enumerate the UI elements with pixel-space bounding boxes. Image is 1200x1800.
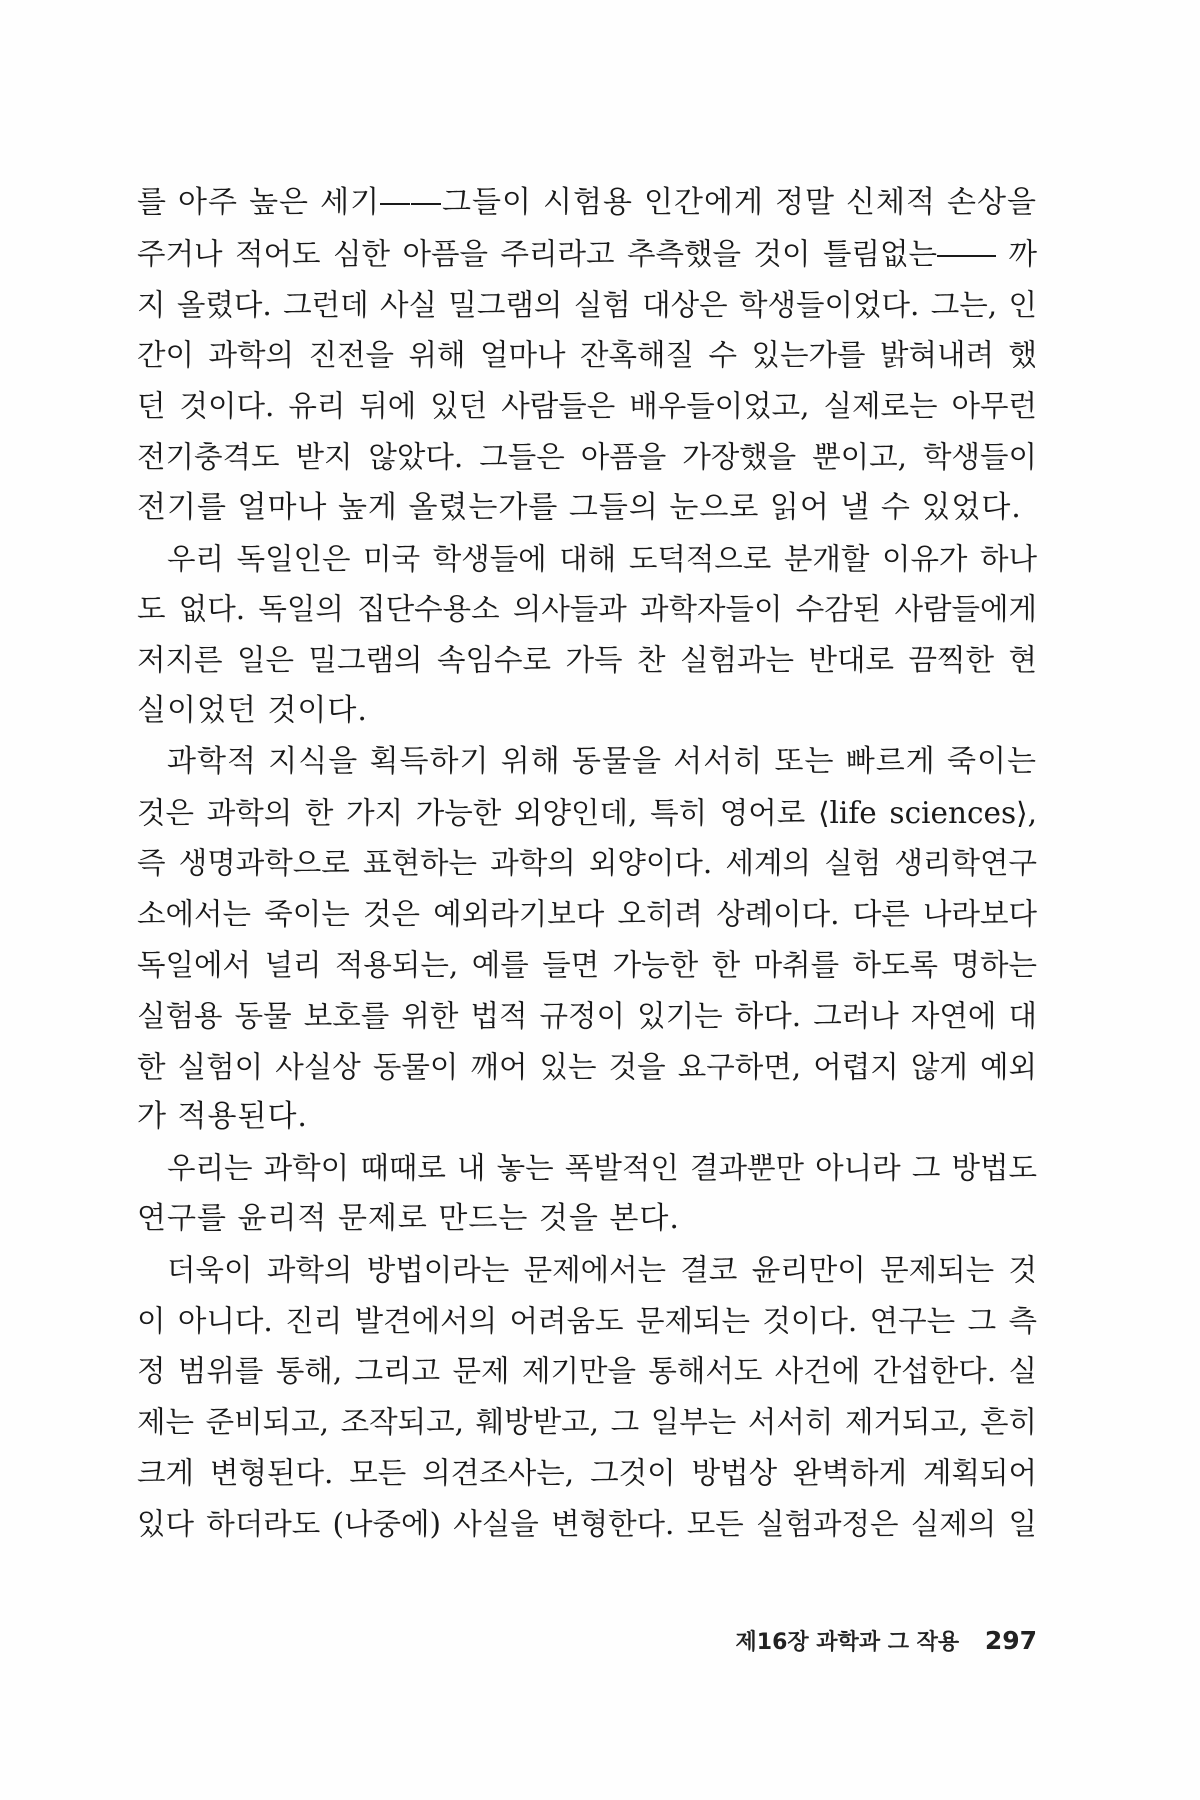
page-footer — [736, 1625, 1037, 1656]
running-footer-chapter: 제16장 과학과 그 작용 — [735, 1630, 960, 1655]
text-line: 전기를 얼마나 높게 올렸는가를 그들의 눈으로 읽어 낼 수 있었다. — [137, 489, 1022, 525]
text-line: 를 아주 높은 세기――그들이 시험용 인간에게 정말 신체적 손상을 — [137, 185, 1037, 220]
text-line: 지 올렸다. 그런데 사실 밀그램의 실험 대상은 학생들이었다. 그는, 인 — [137, 287, 1037, 322]
text-line: 가 적용된다. — [137, 1099, 308, 1135]
text-line: 이 아니다. 진리 발견에서의 어려움도 문제되는 것이다. 연구는 그 측 — [137, 1303, 1037, 1338]
page-number: 297 — [984, 1626, 1037, 1655]
body-text — [137, 178, 1037, 1550]
text-line: 더욱이 과학의 방법이라는 문제에서는 결코 윤리만이 문제되는 것 — [167, 1252, 1037, 1287]
text-line: 우리는 과학이 때때로 내 놓는 폭발적인 결과뿐만 아니라 그 방법도 — [167, 1151, 1037, 1186]
text-line: 도 없다. 독일의 집단수용소 의사들과 과학자들이 수감된 사람들에게 — [137, 592, 1037, 627]
text-line: 저지른 일은 밀그램의 속임수로 가득 찬 실험과는 반대로 끔찍한 현 — [137, 643, 1037, 678]
text-line: 크게 변형된다. 모든 의견조사는, 그것이 방법상 완벽하게 계획되어 — [137, 1455, 1037, 1490]
text-line: 실이었던 것이다. — [137, 692, 368, 728]
text-line: 정 범위를 통해, 그리고 문제 제기만을 통해서도 사건에 간섭한다. 실 — [137, 1354, 1037, 1389]
text-line: 소에서는 죽이는 것은 예외라기보다 오히려 상례이다. 다른 나라보다 — [137, 897, 1037, 932]
text-line: 독일에서 널리 적용되는, 예를 들면 가능한 한 마취를 하도록 명하는 — [137, 947, 1037, 982]
text-line: 주거나 적어도 심한 아픔을 주리라고 추측했을 것이 틀림없는―― 까 — [137, 236, 1037, 271]
text-line: 과학적 지식을 획득하기 위해 동물을 서서히 또는 빠르게 죽이는 — [167, 743, 1037, 779]
text-line: 전기충격도 받지 않았다. 그들은 아픔을 가장했을 뿐이고, 학생들이 — [137, 439, 1037, 474]
text-line: 우리 독일인은 미국 학생들에 대해 도덕적으로 분개할 이유가 하나 — [167, 541, 1037, 576]
text-line: 한 실험이 사실상 동물이 깨어 있는 것을 요구하면, 어렵지 않게 예외 — [137, 1049, 1037, 1084]
text-line: 연구를 윤리적 문제로 만드는 것을 본다. — [137, 1200, 680, 1236]
text-line: 간이 과학의 진전을 위해 얼마나 잔혹해질 수 있는가를 밝혀내려 했 — [137, 338, 1037, 373]
text-line: 던 것이다. 유리 뒤에 있던 사람들은 배우들이었고, 실제로는 아무런 — [137, 389, 1037, 424]
text-line: 있다 하더라도 (나중에) 사실을 변형한다. 모든 실험과정은 실제의 일 — [137, 1506, 1037, 1541]
text-line: 실험용 동물 보호를 위한 법적 규정이 있기는 하다. 그러나 자연에 대 — [137, 998, 1037, 1033]
text-line: 즉 생명과학으로 표현하는 과학의 외양이다. 세계의 실험 생리학연구 — [137, 846, 1037, 881]
text-line: 것은 과학의 한 가지 가능한 외양인데, 특히 영어로 ⟨life sciences⟩, — [137, 795, 1037, 830]
text-line: 제는 준비되고, 조작되고, 훼방받고, 그 일부는 서서히 제거되고, 흔히 — [137, 1405, 1037, 1440]
